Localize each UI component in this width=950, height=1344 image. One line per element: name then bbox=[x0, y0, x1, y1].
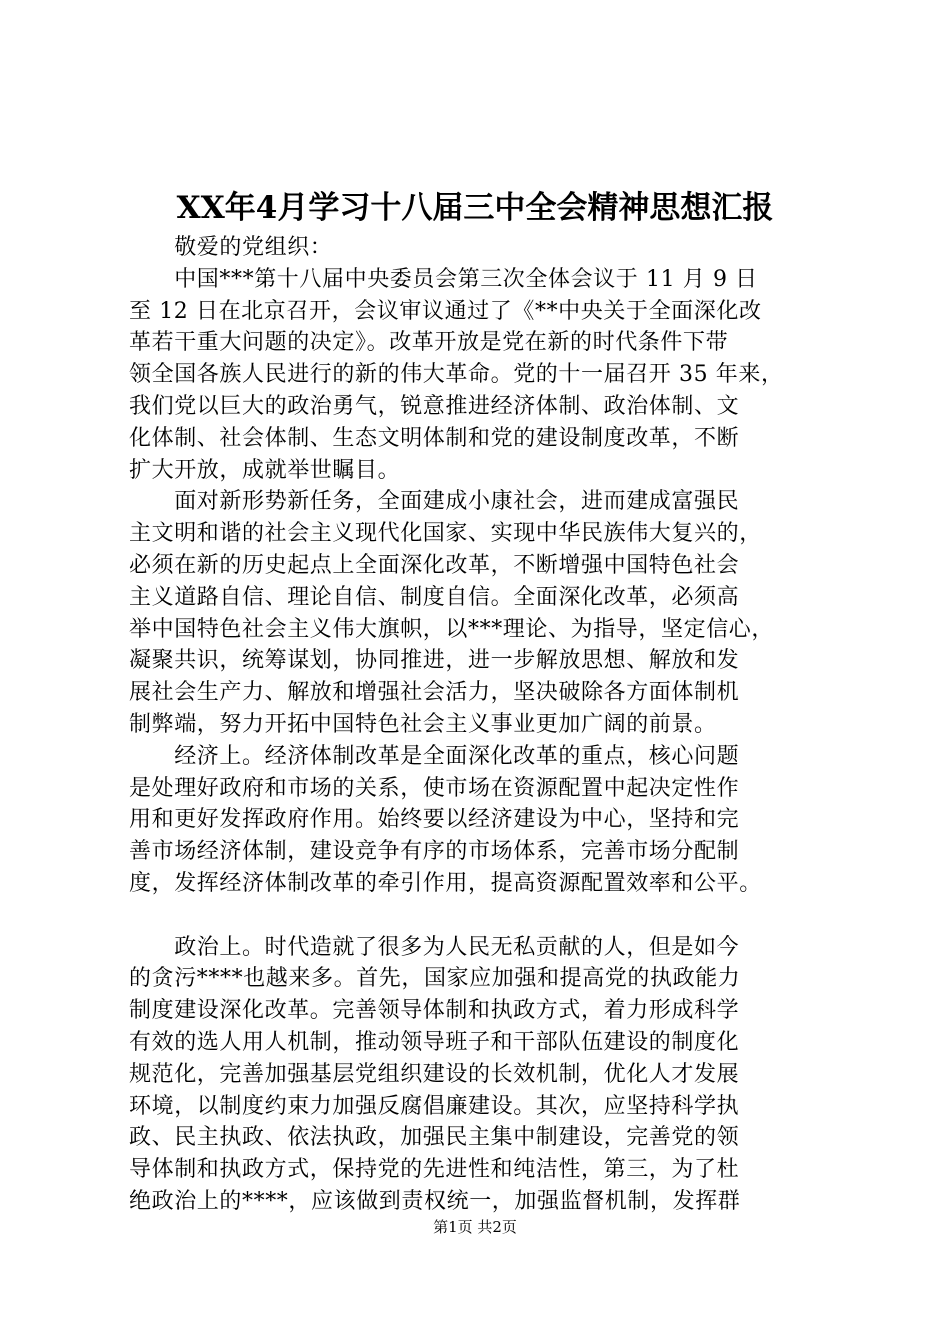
paragraph-gap bbox=[129, 900, 843, 932]
body-line: 扩大开放，成就举世瞩目。 bbox=[129, 457, 401, 483]
body-line: 主义道路自信、理论自信、制度自信。全面深化改革，必须高 bbox=[129, 584, 740, 610]
body-line: 规范化，完善加强基层党组织建设的长效机制，优化人才发展 bbox=[129, 1061, 740, 1087]
body-line: 化体制、社会体制、生态文明体制和党的建设制度改革，不断 bbox=[129, 425, 740, 451]
body-line: 度，发挥经济体制改革的牵引作用，提高资源配置效率和公平。 bbox=[129, 870, 762, 896]
body-line: 中国***第十八届中央委员会第三次全体会议于 11 月 9 日 bbox=[129, 266, 758, 292]
body-line: 政、民主执政、依法执政，加强民主集中制建设，完善党的领 bbox=[129, 1125, 740, 1151]
body-line: 敬爱的党组织： bbox=[129, 235, 333, 260]
body-line: 领全国各族人民进行的新的伟大革命。党的十一届召开 35 年来， bbox=[129, 362, 784, 388]
body-line: 面对新形势新任务，全面建成小康社会，进而建成富强民 bbox=[129, 489, 740, 515]
body-line: 制度建设深化改革。完善领导体制和执政方式，着力形成科学 bbox=[129, 998, 740, 1024]
document-body bbox=[129, 232, 843, 1218]
body-line: 有效的选人用人机制，推动领导班子和干部队伍建设的制度化 bbox=[129, 1029, 740, 1055]
body-line: 绝政治上的****，应该做到责权统一，加强监督机制，发挥群 bbox=[129, 1188, 741, 1214]
body-line: 政治上。时代造就了很多为人民无私贡献的人，但是如今 bbox=[129, 934, 740, 960]
body-line: 导体制和执政方式，保持党的先进性和纯洁性，第三，为了杜 bbox=[129, 1157, 740, 1183]
document-title: XX年4月学习十八届三中全会精神思想汇报 bbox=[176, 190, 774, 226]
body-line: 必须在新的历史起点上全面深化改革，不断增强中国特色社会 bbox=[129, 552, 740, 578]
body-line: 用和更好发挥政府作用。始终要以经济建设为中心，坚持和完 bbox=[129, 807, 740, 833]
body-line: 经济上。经济体制改革是全面深化改革的重点，核心问题 bbox=[129, 743, 740, 769]
body-line: 主文明和谐的社会主义现代化国家、实现中华民族伟大复兴的， bbox=[129, 521, 762, 547]
body-line: 展社会生产力、解放和增强社会活力，坚决破除各方面体制机 bbox=[129, 680, 740, 706]
body-line: 的贪污****也越来多。首先，国家应加强和提高党的执政能力 bbox=[129, 966, 741, 992]
body-line: 环境，以制度约束力加强反腐倡廉建设。其次，应坚持科学执 bbox=[129, 1093, 740, 1119]
body-line: 善市场经济体制，建设竞争有序的市场体系，完善市场分配制 bbox=[129, 839, 740, 865]
body-line: 是处理好政府和市场的关系，使市场在资源配置中起决定性作 bbox=[129, 775, 740, 801]
body-line: 我们党以巨大的政治勇气，锐意推进经济体制、政治体制、文 bbox=[129, 393, 740, 419]
body-line: 凝聚共识，统筹谋划，协同推进，进一步解放思想、解放和发 bbox=[129, 648, 740, 674]
body-line: 举中国特色社会主义伟大旗帜，以***理论、为指导，坚定信心， bbox=[129, 616, 775, 642]
page-footer: 第1页 共2页 bbox=[433, 1218, 517, 1236]
body-line: 革若干重大问题的决定》。改革开放是党在新的时代条件下带 bbox=[129, 330, 729, 356]
body-line: 至 12 日在北京召开，会议审议通过了《**中央关于全面深化改 bbox=[129, 298, 762, 324]
body-line: 制弊端，努力开拓中国特色社会主义事业更加广阔的前景。 bbox=[129, 711, 717, 737]
